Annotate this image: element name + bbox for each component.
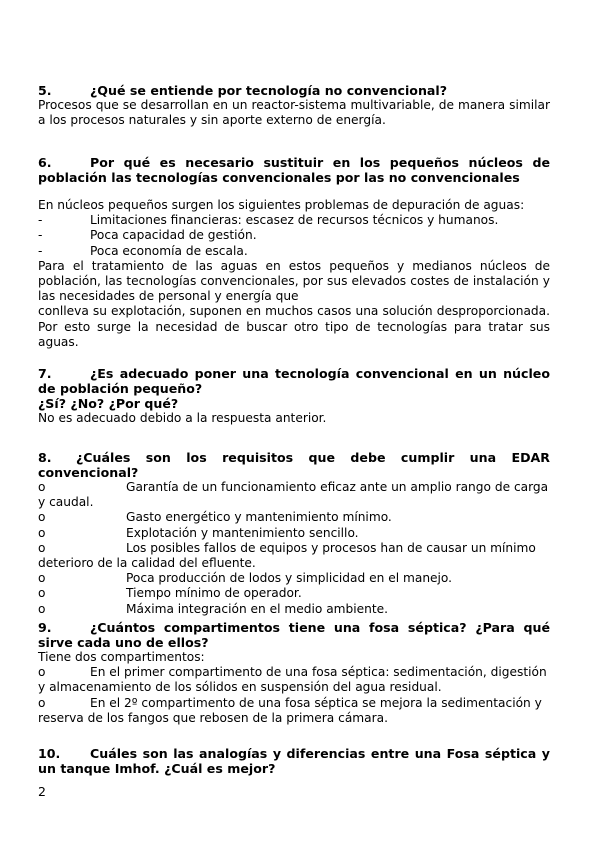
question-7-subtitle: ¿Sí? ¿No? ¿Por qué? bbox=[38, 396, 179, 411]
question-6-paragraph-1: Para el tratamiento de las aguas en estos pequeños y medianos núcleos de población, las tecnologías convencionales, por sus elevados costes de instalación y las necesidades de personal y energía que bbox=[38, 258, 550, 304]
page-number: 2 bbox=[38, 784, 46, 799]
question-9-intro: Tiene dos compartimentos: bbox=[38, 650, 205, 664]
list-item-continuation: deterioro de la calidad del efluente. bbox=[38, 556, 256, 571]
list-item: o Poca producción de lodos y simplicidad en el manejo. bbox=[38, 571, 453, 586]
question-7-number: 7. bbox=[38, 366, 52, 381]
question-10-number: 10. bbox=[38, 746, 61, 761]
question-10 bbox=[38, 746, 550, 776]
list-item: o Máxima integración en el medio ambiente. bbox=[38, 601, 389, 616]
question-8-title: ¿Cuáles son los requisitos que debe cumplir una EDAR convencional? bbox=[38, 450, 550, 480]
question-5 bbox=[38, 83, 550, 128]
list-item: o Garantía de un funcionamiento eficaz ante un amplio rango de carga bbox=[38, 480, 549, 494]
question-9-heading bbox=[38, 620, 550, 650]
question-9-title: ¿Cuántos compartimentos tiene una fosa séptica? ¿Para qué sirve cada uno de ellos? bbox=[38, 620, 550, 650]
question-9-number: 9. bbox=[38, 620, 52, 635]
list-item: - Poca capacidad de gestión. bbox=[38, 228, 257, 243]
question-9 bbox=[38, 620, 550, 726]
list-item: o Tiempo mínimo de operador. bbox=[38, 586, 302, 601]
question-5-title: ¿Qué se entiende por tecnología no convencional? bbox=[90, 83, 448, 98]
question-6 bbox=[38, 155, 550, 350]
question-5-answer: Procesos que se desarrollan en un reactor-sistema multivariable, de manera similar a los procesos naturales y sin aporte externo de energía. bbox=[38, 98, 550, 128]
question-6-heading bbox=[38, 155, 550, 185]
question-6-intro: En núcleos pequeños surgen los siguientes problemas de depuración de aguas: bbox=[38, 198, 525, 212]
list-item: o Gasto energético y mantenimiento mínimo. bbox=[38, 510, 392, 525]
question-6-title: Por qué es necesario sustituir en los pequeños núcleos de población las tecnologías convencionales por las no convencionales bbox=[38, 155, 550, 185]
question-8-heading bbox=[38, 450, 550, 480]
list-item-continuation: reserva de los fangos que rebosen de la primera cámara. bbox=[38, 710, 388, 725]
list-item: o En el primer compartimento de una fosa séptica: sedimentación, digestión bbox=[38, 665, 547, 680]
question-8 bbox=[38, 450, 550, 617]
question-7-answer: No es adecuado debido a la respuesta anterior. bbox=[38, 411, 327, 425]
list-item: - Limitaciones financieras: escasez de recursos técnicos y humanos. bbox=[38, 213, 499, 228]
list-item: - Poca economía de escala. bbox=[38, 243, 248, 258]
list-item: o Los posibles fallos de equipos y procesos han de causar un mínimo bbox=[38, 540, 536, 555]
question-6-number: 6. bbox=[38, 155, 52, 170]
question-7 bbox=[38, 366, 550, 426]
list-item-continuation: y almacenamiento de los sólidos en suspensión del agua residual. bbox=[38, 680, 442, 695]
question-6-paragraph-2: conlleva su explotación, suponen en muchos casos una solución desproporcionada. Por esto surge la necesidad de buscar otro tipo de tecnologías para tratar sus aguas. bbox=[38, 304, 550, 349]
question-10-heading bbox=[38, 746, 550, 776]
list-item: o Explotación y mantenimiento sencillo. bbox=[38, 525, 359, 540]
question-5-number: 5. bbox=[38, 83, 52, 98]
question-7-title: ¿Es adecuado poner una tecnología convencional en un núcleo de población pequeño? bbox=[38, 366, 550, 396]
list-item: o En el 2º compartimento de una fosa séptica se mejora la sedimentación y bbox=[38, 695, 542, 710]
question-5-heading bbox=[38, 83, 550, 98]
question-7-heading bbox=[38, 366, 550, 396]
list-item-continuation: y caudal. bbox=[38, 495, 94, 510]
question-8-number: 8. bbox=[38, 450, 52, 465]
question-10-title: Cuáles son las analogías y diferencias entre una Fosa séptica y un tanque Imhof. ¿Cuál es mejor? bbox=[38, 746, 550, 776]
